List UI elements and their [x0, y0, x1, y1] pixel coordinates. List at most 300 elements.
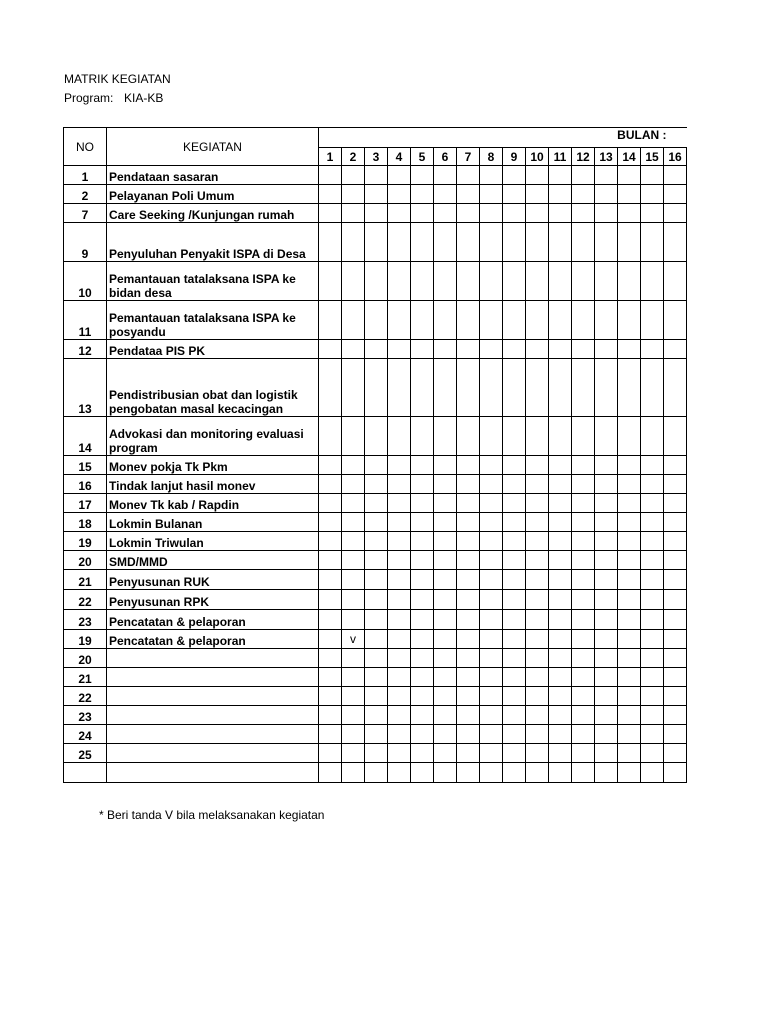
month-cell-11[interactable] — [549, 340, 572, 359]
month-cell-2[interactable] — [342, 456, 365, 475]
month-cell-14[interactable] — [618, 649, 641, 668]
month-cell-14[interactable] — [618, 417, 641, 456]
month-cell-7[interactable] — [457, 185, 480, 204]
month-cell-9[interactable] — [503, 590, 526, 610]
month-cell-1[interactable] — [319, 532, 342, 551]
month-cell-4[interactable] — [388, 456, 411, 475]
month-cell-15[interactable] — [641, 551, 664, 570]
month-cell-7[interactable] — [457, 744, 480, 763]
month-cell-2[interactable] — [342, 340, 365, 359]
month-cell-5[interactable] — [411, 223, 434, 262]
month-cell-4[interactable] — [388, 166, 411, 185]
month-cell-10[interactable] — [526, 668, 549, 687]
month-cell-10[interactable] — [526, 763, 549, 783]
month-cell-11[interactable] — [549, 687, 572, 706]
month-cell-6[interactable] — [434, 475, 457, 494]
month-cell-9[interactable] — [503, 340, 526, 359]
month-cell-10[interactable] — [526, 456, 549, 475]
month-cell-8[interactable] — [480, 204, 503, 223]
month-cell-14[interactable] — [618, 359, 641, 417]
month-cell-8[interactable] — [480, 185, 503, 204]
month-cell-12[interactable] — [572, 630, 595, 649]
month-cell-15[interactable] — [641, 570, 664, 590]
month-cell-15[interactable] — [641, 706, 664, 725]
month-cell-9[interactable] — [503, 185, 526, 204]
month-cell-16[interactable] — [664, 301, 687, 340]
month-cell-15[interactable] — [641, 301, 664, 340]
month-cell-5[interactable] — [411, 706, 434, 725]
month-cell-1[interactable] — [319, 649, 342, 668]
month-cell-1[interactable] — [319, 417, 342, 456]
month-cell-10[interactable] — [526, 725, 549, 744]
month-cell-10[interactable] — [526, 687, 549, 706]
month-cell-14[interactable] — [618, 668, 641, 687]
month-cell-11[interactable] — [549, 359, 572, 417]
month-cell-3[interactable] — [365, 668, 388, 687]
month-cell-12[interactable] — [572, 166, 595, 185]
month-cell-7[interactable] — [457, 706, 480, 725]
month-cell-9[interactable] — [503, 687, 526, 706]
month-cell-6[interactable] — [434, 551, 457, 570]
month-cell-6[interactable] — [434, 359, 457, 417]
month-cell-5[interactable] — [411, 301, 434, 340]
month-cell-15[interactable] — [641, 590, 664, 610]
month-cell-5[interactable] — [411, 725, 434, 744]
month-cell-11[interactable] — [549, 668, 572, 687]
month-cell-3[interactable] — [365, 301, 388, 340]
month-cell-5[interactable] — [411, 340, 434, 359]
month-cell-7[interactable] — [457, 687, 480, 706]
month-cell-15[interactable] — [641, 223, 664, 262]
month-cell-11[interactable] — [549, 744, 572, 763]
month-cell-15[interactable] — [641, 262, 664, 301]
month-cell-16[interactable] — [664, 262, 687, 301]
month-cell-12[interactable] — [572, 301, 595, 340]
month-cell-16[interactable] — [664, 570, 687, 590]
month-cell-4[interactable] — [388, 551, 411, 570]
month-cell-13[interactable] — [595, 725, 618, 744]
month-cell-6[interactable] — [434, 630, 457, 649]
month-cell-8[interactable] — [480, 744, 503, 763]
month-cell-11[interactable] — [549, 551, 572, 570]
month-cell-14[interactable] — [618, 475, 641, 494]
month-cell-12[interactable] — [572, 223, 595, 262]
month-cell-9[interactable] — [503, 262, 526, 301]
month-cell-12[interactable] — [572, 610, 595, 630]
month-cell-1[interactable] — [319, 475, 342, 494]
month-cell-10[interactable] — [526, 494, 549, 513]
month-cell-8[interactable] — [480, 706, 503, 725]
month-cell-10[interactable] — [526, 262, 549, 301]
month-cell-10[interactable] — [526, 649, 549, 668]
month-cell-3[interactable] — [365, 166, 388, 185]
month-cell-6[interactable] — [434, 456, 457, 475]
month-cell-16[interactable] — [664, 763, 687, 783]
month-cell-3[interactable] — [365, 763, 388, 783]
month-cell-10[interactable] — [526, 417, 549, 456]
month-cell-10[interactable] — [526, 166, 549, 185]
month-cell-10[interactable] — [526, 359, 549, 417]
month-cell-5[interactable] — [411, 570, 434, 590]
month-cell-1[interactable] — [319, 340, 342, 359]
month-cell-6[interactable] — [434, 668, 457, 687]
month-cell-16[interactable] — [664, 551, 687, 570]
month-cell-3[interactable] — [365, 570, 388, 590]
month-cell-16[interactable] — [664, 359, 687, 417]
month-cell-3[interactable] — [365, 706, 388, 725]
month-cell-2[interactable] — [342, 301, 365, 340]
month-cell-11[interactable] — [549, 204, 572, 223]
month-cell-13[interactable] — [595, 340, 618, 359]
month-cell-6[interactable] — [434, 532, 457, 551]
month-cell-7[interactable] — [457, 301, 480, 340]
month-cell-13[interactable] — [595, 513, 618, 532]
month-cell-12[interactable] — [572, 532, 595, 551]
month-cell-6[interactable] — [434, 610, 457, 630]
month-cell-2[interactable] — [342, 570, 365, 590]
month-cell-15[interactable] — [641, 668, 664, 687]
month-cell-14[interactable] — [618, 532, 641, 551]
month-cell-3[interactable] — [365, 610, 388, 630]
month-cell-9[interactable] — [503, 630, 526, 649]
month-cell-1[interactable] — [319, 262, 342, 301]
month-cell-15[interactable] — [641, 359, 664, 417]
month-cell-2[interactable] — [342, 706, 365, 725]
month-cell-2[interactable] — [342, 166, 365, 185]
month-cell-4[interactable] — [388, 668, 411, 687]
month-cell-4[interactable] — [388, 359, 411, 417]
month-cell-8[interactable] — [480, 570, 503, 590]
month-cell-9[interactable] — [503, 513, 526, 532]
month-cell-6[interactable] — [434, 185, 457, 204]
month-cell-8[interactable] — [480, 359, 503, 417]
month-cell-12[interactable] — [572, 262, 595, 301]
month-cell-13[interactable] — [595, 475, 618, 494]
month-cell-2[interactable] — [342, 223, 365, 262]
month-cell-2[interactable] — [342, 262, 365, 301]
month-cell-11[interactable] — [549, 570, 572, 590]
month-cell-14[interactable] — [618, 610, 641, 630]
month-cell-16[interactable] — [664, 649, 687, 668]
month-cell-16[interactable] — [664, 725, 687, 744]
month-cell-5[interactable] — [411, 590, 434, 610]
month-cell-1[interactable] — [319, 301, 342, 340]
month-cell-6[interactable] — [434, 725, 457, 744]
month-cell-4[interactable] — [388, 649, 411, 668]
month-cell-5[interactable] — [411, 551, 434, 570]
month-cell-4[interactable] — [388, 494, 411, 513]
month-cell-15[interactable] — [641, 494, 664, 513]
month-cell-12[interactable] — [572, 417, 595, 456]
month-cell-11[interactable] — [549, 649, 572, 668]
month-cell-15[interactable] — [641, 475, 664, 494]
month-cell-12[interactable] — [572, 204, 595, 223]
month-cell-1[interactable] — [319, 725, 342, 744]
month-cell-8[interactable] — [480, 687, 503, 706]
month-cell-11[interactable] — [549, 185, 572, 204]
month-cell-13[interactable] — [595, 551, 618, 570]
month-cell-7[interactable] — [457, 668, 480, 687]
month-cell-16[interactable] — [664, 494, 687, 513]
month-cell-13[interactable] — [595, 570, 618, 590]
month-cell-2[interactable] — [342, 359, 365, 417]
month-cell-14[interactable] — [618, 763, 641, 783]
month-cell-11[interactable] — [549, 513, 572, 532]
month-cell-8[interactable] — [480, 456, 503, 475]
month-cell-16[interactable] — [664, 630, 687, 649]
month-cell-12[interactable] — [572, 456, 595, 475]
month-cell-7[interactable] — [457, 513, 480, 532]
month-cell-11[interactable] — [549, 610, 572, 630]
month-cell-3[interactable] — [365, 687, 388, 706]
month-cell-16[interactable] — [664, 744, 687, 763]
month-cell-11[interactable] — [549, 301, 572, 340]
month-cell-7[interactable] — [457, 649, 480, 668]
month-cell-11[interactable] — [549, 166, 572, 185]
month-cell-15[interactable] — [641, 687, 664, 706]
month-cell-7[interactable] — [457, 610, 480, 630]
month-cell-10[interactable] — [526, 744, 549, 763]
month-cell-5[interactable] — [411, 185, 434, 204]
month-cell-12[interactable] — [572, 763, 595, 783]
month-cell-1[interactable] — [319, 590, 342, 610]
month-cell-13[interactable] — [595, 166, 618, 185]
month-cell-10[interactable] — [526, 532, 549, 551]
month-cell-5[interactable] — [411, 610, 434, 630]
month-cell-14[interactable] — [618, 223, 641, 262]
month-cell-10[interactable] — [526, 706, 549, 725]
month-cell-9[interactable] — [503, 649, 526, 668]
month-cell-4[interactable] — [388, 744, 411, 763]
month-cell-10[interactable] — [526, 475, 549, 494]
month-cell-2[interactable]: v — [342, 630, 365, 649]
month-cell-6[interactable] — [434, 223, 457, 262]
month-cell-9[interactable] — [503, 570, 526, 590]
month-cell-12[interactable] — [572, 668, 595, 687]
month-cell-15[interactable] — [641, 630, 664, 649]
month-cell-11[interactable] — [549, 590, 572, 610]
month-cell-9[interactable] — [503, 744, 526, 763]
month-cell-2[interactable] — [342, 668, 365, 687]
month-cell-6[interactable] — [434, 204, 457, 223]
month-cell-13[interactable] — [595, 494, 618, 513]
month-cell-9[interactable] — [503, 706, 526, 725]
month-cell-14[interactable] — [618, 204, 641, 223]
month-cell-5[interactable] — [411, 630, 434, 649]
month-cell-13[interactable] — [595, 532, 618, 551]
month-cell-15[interactable] — [641, 166, 664, 185]
month-cell-7[interactable] — [457, 725, 480, 744]
month-cell-14[interactable] — [618, 590, 641, 610]
month-cell-5[interactable] — [411, 456, 434, 475]
month-cell-1[interactable] — [319, 223, 342, 262]
month-cell-12[interactable] — [572, 570, 595, 590]
month-cell-10[interactable] — [526, 551, 549, 570]
month-cell-6[interactable] — [434, 166, 457, 185]
month-cell-9[interactable] — [503, 668, 526, 687]
month-cell-6[interactable] — [434, 262, 457, 301]
month-cell-3[interactable] — [365, 513, 388, 532]
month-cell-6[interactable] — [434, 649, 457, 668]
month-cell-15[interactable] — [641, 744, 664, 763]
month-cell-2[interactable] — [342, 417, 365, 456]
month-cell-8[interactable] — [480, 223, 503, 262]
month-cell-11[interactable] — [549, 262, 572, 301]
month-cell-5[interactable] — [411, 668, 434, 687]
month-cell-2[interactable] — [342, 725, 365, 744]
month-cell-4[interactable] — [388, 223, 411, 262]
month-cell-12[interactable] — [572, 590, 595, 610]
month-cell-7[interactable] — [457, 166, 480, 185]
month-cell-10[interactable] — [526, 513, 549, 532]
month-cell-5[interactable] — [411, 204, 434, 223]
month-cell-11[interactable] — [549, 763, 572, 783]
month-cell-14[interactable] — [618, 630, 641, 649]
month-cell-14[interactable] — [618, 456, 641, 475]
month-cell-4[interactable] — [388, 706, 411, 725]
month-cell-7[interactable] — [457, 359, 480, 417]
month-cell-13[interactable] — [595, 185, 618, 204]
month-cell-3[interactable] — [365, 223, 388, 262]
month-cell-10[interactable] — [526, 630, 549, 649]
month-cell-3[interactable] — [365, 417, 388, 456]
month-cell-2[interactable] — [342, 763, 365, 783]
month-cell-1[interactable] — [319, 687, 342, 706]
month-cell-8[interactable] — [480, 494, 503, 513]
month-cell-16[interactable] — [664, 340, 687, 359]
month-cell-15[interactable] — [641, 185, 664, 204]
month-cell-13[interactable] — [595, 223, 618, 262]
month-cell-11[interactable] — [549, 417, 572, 456]
month-cell-3[interactable] — [365, 204, 388, 223]
month-cell-14[interactable] — [618, 262, 641, 301]
month-cell-7[interactable] — [457, 570, 480, 590]
month-cell-10[interactable] — [526, 610, 549, 630]
month-cell-14[interactable] — [618, 551, 641, 570]
month-cell-14[interactable] — [618, 706, 641, 725]
month-cell-2[interactable] — [342, 649, 365, 668]
month-cell-14[interactable] — [618, 570, 641, 590]
month-cell-11[interactable] — [549, 630, 572, 649]
month-cell-15[interactable] — [641, 340, 664, 359]
month-cell-3[interactable] — [365, 475, 388, 494]
month-cell-13[interactable] — [595, 687, 618, 706]
month-cell-11[interactable] — [549, 706, 572, 725]
month-cell-15[interactable] — [641, 532, 664, 551]
month-cell-16[interactable] — [664, 610, 687, 630]
month-cell-6[interactable] — [434, 513, 457, 532]
month-cell-8[interactable] — [480, 417, 503, 456]
month-cell-4[interactable] — [388, 570, 411, 590]
month-cell-2[interactable] — [342, 494, 365, 513]
month-cell-13[interactable] — [595, 417, 618, 456]
month-cell-14[interactable] — [618, 166, 641, 185]
month-cell-1[interactable] — [319, 456, 342, 475]
month-cell-15[interactable] — [641, 456, 664, 475]
month-cell-16[interactable] — [664, 456, 687, 475]
month-cell-10[interactable] — [526, 590, 549, 610]
month-cell-3[interactable] — [365, 630, 388, 649]
month-cell-4[interactable] — [388, 532, 411, 551]
month-cell-7[interactable] — [457, 204, 480, 223]
month-cell-9[interactable] — [503, 610, 526, 630]
month-cell-10[interactable] — [526, 223, 549, 262]
month-cell-9[interactable] — [503, 417, 526, 456]
month-cell-4[interactable] — [388, 340, 411, 359]
month-cell-1[interactable] — [319, 166, 342, 185]
month-cell-7[interactable] — [457, 551, 480, 570]
month-cell-14[interactable] — [618, 301, 641, 340]
month-cell-4[interactable] — [388, 763, 411, 783]
month-cell-13[interactable] — [595, 262, 618, 301]
month-cell-16[interactable] — [664, 475, 687, 494]
month-cell-15[interactable] — [641, 204, 664, 223]
month-cell-6[interactable] — [434, 417, 457, 456]
month-cell-9[interactable] — [503, 494, 526, 513]
month-cell-7[interactable] — [457, 763, 480, 783]
month-cell-2[interactable] — [342, 744, 365, 763]
month-cell-3[interactable] — [365, 185, 388, 204]
month-cell-10[interactable] — [526, 340, 549, 359]
month-cell-5[interactable] — [411, 513, 434, 532]
month-cell-14[interactable] — [618, 340, 641, 359]
month-cell-5[interactable] — [411, 417, 434, 456]
month-cell-13[interactable] — [595, 610, 618, 630]
month-cell-1[interactable] — [319, 763, 342, 783]
month-cell-1[interactable] — [319, 513, 342, 532]
month-cell-1[interactable] — [319, 610, 342, 630]
month-cell-8[interactable] — [480, 166, 503, 185]
month-cell-15[interactable] — [641, 725, 664, 744]
month-cell-10[interactable] — [526, 185, 549, 204]
month-cell-4[interactable] — [388, 590, 411, 610]
month-cell-4[interactable] — [388, 725, 411, 744]
month-cell-8[interactable] — [480, 475, 503, 494]
month-cell-11[interactable] — [549, 456, 572, 475]
month-cell-13[interactable] — [595, 204, 618, 223]
month-cell-16[interactable] — [664, 590, 687, 610]
month-cell-4[interactable] — [388, 475, 411, 494]
month-cell-12[interactable] — [572, 744, 595, 763]
month-cell-6[interactable] — [434, 763, 457, 783]
month-cell-16[interactable] — [664, 706, 687, 725]
month-cell-11[interactable] — [549, 725, 572, 744]
month-cell-1[interactable] — [319, 494, 342, 513]
month-cell-2[interactable] — [342, 610, 365, 630]
month-cell-16[interactable] — [664, 532, 687, 551]
month-cell-14[interactable] — [618, 744, 641, 763]
month-cell-10[interactable] — [526, 570, 549, 590]
month-cell-8[interactable] — [480, 340, 503, 359]
month-cell-8[interactable] — [480, 725, 503, 744]
month-cell-3[interactable] — [365, 494, 388, 513]
month-cell-4[interactable] — [388, 610, 411, 630]
month-cell-8[interactable] — [480, 262, 503, 301]
month-cell-8[interactable] — [480, 763, 503, 783]
month-cell-8[interactable] — [480, 649, 503, 668]
month-cell-8[interactable] — [480, 590, 503, 610]
month-cell-7[interactable] — [457, 532, 480, 551]
month-cell-13[interactable] — [595, 668, 618, 687]
month-cell-9[interactable] — [503, 763, 526, 783]
month-cell-4[interactable] — [388, 262, 411, 301]
month-cell-4[interactable] — [388, 630, 411, 649]
month-cell-15[interactable] — [641, 763, 664, 783]
month-cell-16[interactable] — [664, 185, 687, 204]
month-cell-4[interactable] — [388, 301, 411, 340]
month-cell-5[interactable] — [411, 359, 434, 417]
month-cell-12[interactable] — [572, 649, 595, 668]
